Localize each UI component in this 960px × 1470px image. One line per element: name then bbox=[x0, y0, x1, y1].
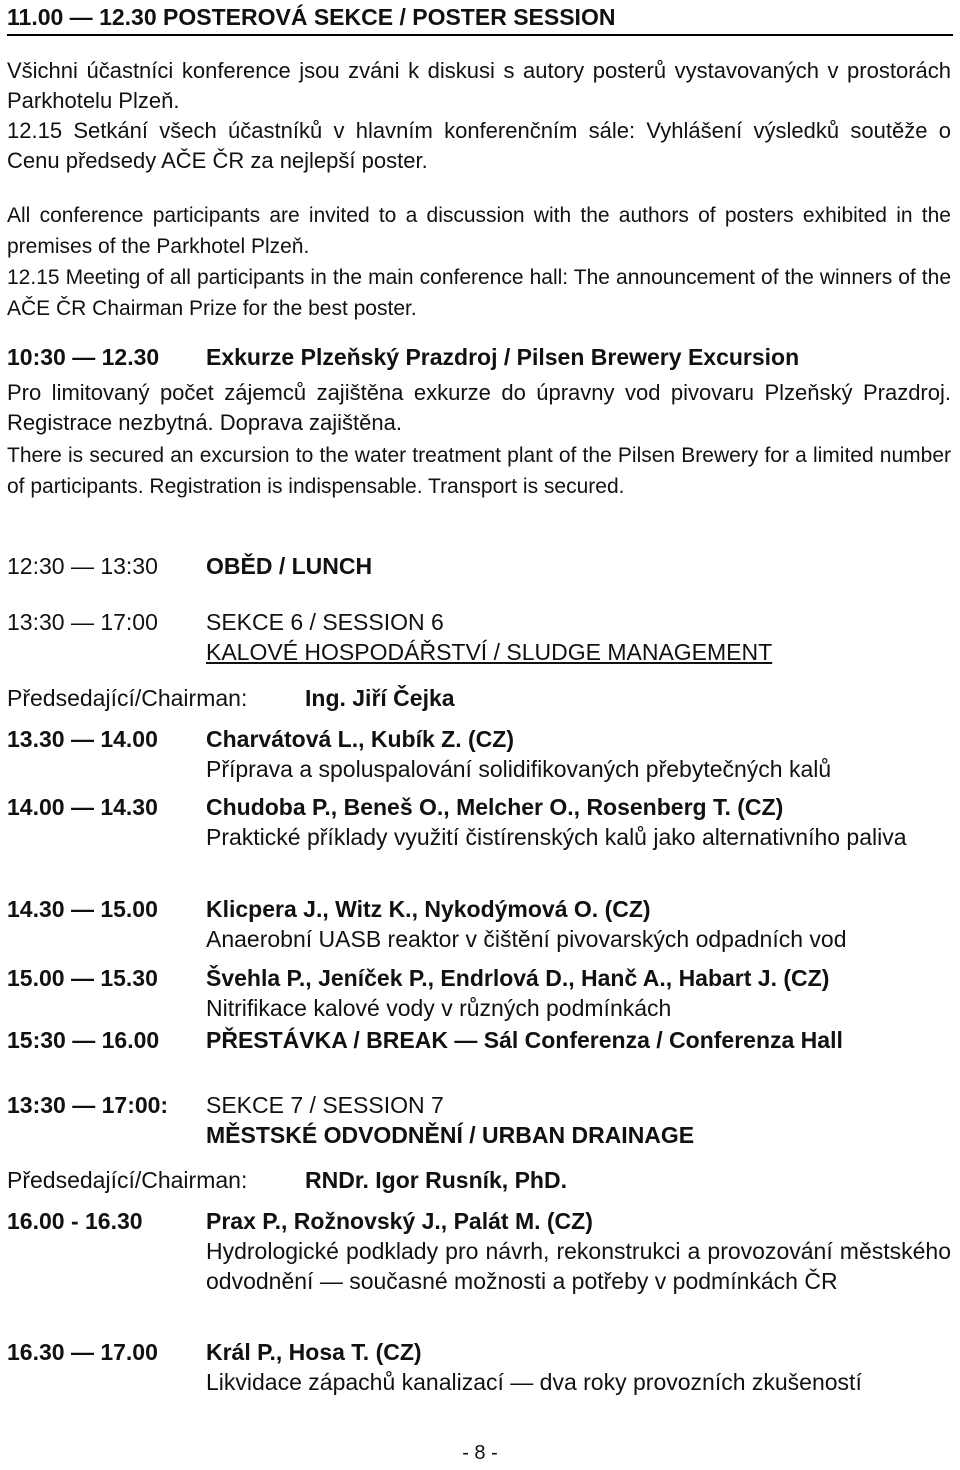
talk-authors: Prax P., Rožnovský J., Palát M. (CZ) bbox=[206, 1208, 593, 1234]
talk-time: 16.00 - 16.30 bbox=[7, 1208, 143, 1234]
lunch-title: OBĚD / LUNCH bbox=[206, 553, 373, 579]
excursion-text-en: There is secured an excursion to the water treatment plant of the Pilsen Brewery for a limited number of participants. Registration is indispensable. Transport is secured. bbox=[7, 444, 951, 498]
talk-title: Praktické příklady využití čistírenských kalů jako alternativního paliva bbox=[206, 824, 907, 850]
talk-time: 15.00 — 15.30 bbox=[7, 965, 158, 991]
talk-authors: Král P., Hosa T. (CZ) bbox=[206, 1339, 422, 1365]
session6-chair-name: Ing. Jiří Čejka bbox=[305, 685, 455, 711]
excursion-time: 10:30 — 12.30 bbox=[7, 344, 160, 370]
lunch-time: 12:30 — 13:30 bbox=[7, 553, 158, 579]
poster-invitation-cz: Všichni účastníci konference jsou zváni k diskusi s autory posterů vystavovaných v prostorách Parkhotelu Plzeň. bbox=[7, 58, 951, 113]
break-time: 15:30 — 16.00 bbox=[7, 1027, 160, 1053]
talk-time: 16.30 — 17.00 bbox=[7, 1339, 158, 1365]
poster-meeting-cz: 12.15 Setkání všech účastníků v hlavním konferenčním sále: Vyhlášení výsledků soutěže o Cenu předsedy AČE ČR za nejlepší poster. bbox=[7, 118, 951, 173]
excursion-text-cz: Pro limitovaný počet zájemců zajištěna exkurze do úpravny vod pivovaru Plzeňský Prazdroj. Registrace nezbytná. Doprava zajištěna. bbox=[7, 380, 951, 435]
poster-meeting-en: 12.15 Meeting of all participants in the main conference hall: The announcement of the winners of the AČE ČR Chairman Prize for the best poster. bbox=[7, 266, 951, 320]
session6-title: SEKCE 6 / SESSION 6 bbox=[206, 609, 444, 635]
talk-title: Příprava a spoluspalování solidifikovaných přebytečných kalů bbox=[206, 756, 832, 782]
session7-time: 13:30 — 17:00: bbox=[7, 1092, 169, 1118]
talk-authors: Charvátová L., Kubík Z. (CZ) bbox=[206, 726, 514, 752]
talk-title: Likvidace zápachů kanalizací — dva roky provozních zkušeností bbox=[206, 1369, 862, 1395]
excursion-title: Exkurze Plzeňský Prazdroj / Pilsen Brewery Excursion bbox=[206, 344, 800, 370]
session6-chair-label: Předsedající/Chairman: bbox=[7, 685, 248, 711]
talk-time: 14.30 — 15.00 bbox=[7, 896, 158, 922]
page-number: - 8 - bbox=[462, 1442, 498, 1464]
talk-title: Hydrologické podklady pro návrh, rekonstrukci a provozování městského odvodnění — současné možnosti a potřeby v podmínkách ČR bbox=[206, 1238, 951, 1294]
session7-subtitle: MĚSTSKÉ ODVODNĚNÍ / URBAN DRAINAGE bbox=[206, 1122, 695, 1148]
poster-session-header: 11.00 — 12.30 POSTEROVÁ SEKCE / POSTER SESSION bbox=[7, 2, 953, 36]
talk-title: Anaerobní UASB reaktor v čištění pivovarských odpadních vod bbox=[206, 926, 847, 952]
talk-title: Nitrifikace kalové vody v různých podmínkách bbox=[206, 995, 672, 1021]
talk-time: 13.30 — 14.00 bbox=[7, 726, 158, 752]
poster-invitation-en: All conference participants are invited to a discussion with the authors of posters exhibited in the premises of the Parkhotel Plzeň. bbox=[7, 204, 951, 258]
session6-titles bbox=[206, 607, 951, 667]
talk-time: 14.00 — 14.30 bbox=[7, 794, 158, 820]
session7-chair-name: RNDr. Igor Rusník, PhD. bbox=[305, 1167, 567, 1193]
talk-authors: Švehla P., Jeníček P., Endrlová D., Hanč A., Habart J. (CZ) bbox=[206, 965, 830, 991]
session7-chair-label: Předsedající/Chairman: bbox=[7, 1167, 248, 1193]
session6-subtitle: KALOVÉ HOSPODÁŘSTVÍ / SLUDGE MANAGEMENT bbox=[206, 639, 773, 665]
session6-time: 13:30 — 17:00 bbox=[7, 609, 158, 635]
talk-authors: Chudoba P., Beneš O., Melcher O., Rosenberg T. (CZ) bbox=[206, 794, 784, 820]
session7-title: SEKCE 7 / SESSION 7 bbox=[206, 1092, 444, 1118]
break-text: PŘESTÁVKA / BREAK — Sál Conferenza / Conferenza Hall bbox=[206, 1027, 843, 1053]
talk-authors: Klicpera J., Witz K., Nykodýmová O. (CZ) bbox=[206, 896, 651, 922]
session7-titles bbox=[206, 1090, 951, 1150]
